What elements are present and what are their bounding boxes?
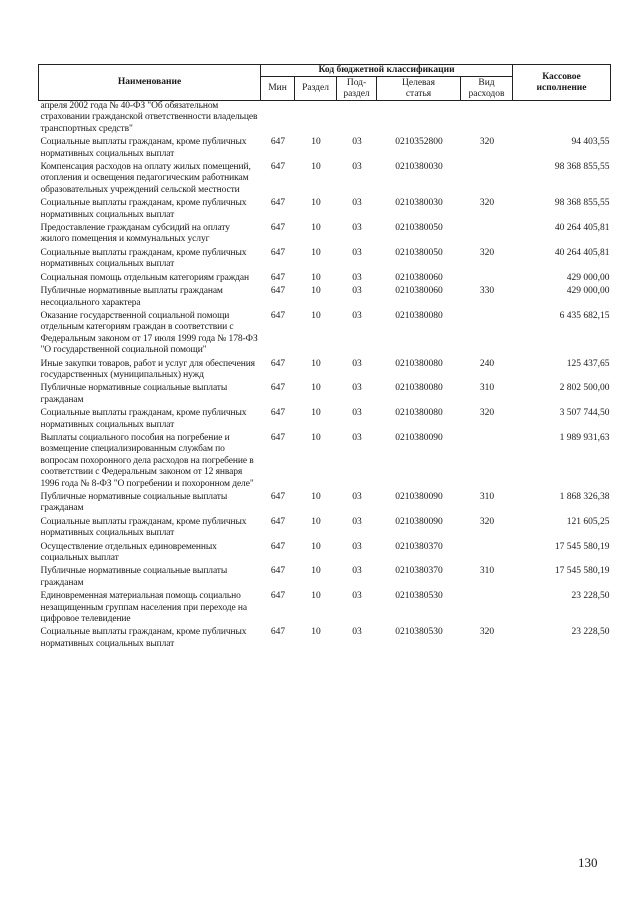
cell-ministry: 647: [270, 591, 286, 602]
budget-table: [38, 64, 611, 652]
cell-ministry: 647: [270, 516, 286, 527]
cell-section: 10: [311, 383, 321, 394]
cell-subsection: 03: [352, 383, 362, 394]
cell-section: 10: [311, 137, 321, 148]
cell-amount: 40 264 405,81: [554, 247, 610, 258]
cell-name: апреля 2002 года № 40-ФЗ "Об обязательном страховании гражданской ответственности владельцев транспортных средств": [40, 101, 258, 134]
cell-name: Предоставление гражданам субсидий на оплату жилого помещения и коммунальных услуг: [40, 223, 230, 245]
cell-expense-type: 320: [479, 516, 495, 527]
cell-ministry: 647: [270, 541, 286, 552]
cell-name: Социальные выплаты гражданам, кроме публичных нормативных социальных выплат: [40, 137, 247, 159]
cell-section: 10: [311, 198, 321, 209]
cell-name: Единовременная материальная помощь социально незащищенным группам населения при переходе на цифровое телевидение: [40, 591, 247, 625]
cell-target-article: 0210380370: [395, 541, 443, 552]
header-execution: Кассовое исполнение: [513, 65, 611, 101]
cell-subsection: 03: [352, 432, 362, 443]
table-header: [39, 65, 611, 101]
cell-name: Компенсация расходов на оплату жилых помещений, отопления и освещения педагогическим работникам образовательных учреждений сельской местности: [40, 162, 251, 195]
table-row: [39, 433, 611, 492]
table-row: [39, 286, 611, 311]
cell-amount: 17 545 580,19: [554, 566, 610, 577]
cell-subsection: 03: [352, 286, 362, 297]
page-number: 130: [578, 855, 598, 870]
table-row: [39, 492, 611, 517]
cell-target-article: 0210380090: [395, 516, 443, 527]
table-row: [39, 162, 611, 198]
cell-section: 10: [311, 566, 321, 577]
cell-expense-type: [461, 223, 513, 248]
cell-name: Социальная помощь отдельным категориям граждан: [40, 272, 250, 283]
cell-target-article: 0210380030: [395, 162, 443, 173]
cell-subsection: [337, 101, 377, 138]
cell-amount: 429 000,00: [566, 286, 610, 297]
cell-target-article: 0210380050: [395, 223, 443, 234]
cell-target-article: 0210380530: [395, 591, 443, 602]
table-row: [39, 408, 611, 433]
cell-name: Публичные нормативные социальные выплаты гражданам: [40, 566, 228, 588]
table-row: [39, 273, 611, 286]
cell-name: Осуществление отдельных единовременных социальных выплат: [40, 541, 217, 564]
cell-ministry: 647: [270, 286, 286, 297]
table-row: [39, 359, 611, 384]
cell-section: 10: [311, 247, 321, 258]
header-expense-type: Вид расходов: [461, 77, 513, 101]
cell-ministry: 647: [270, 408, 286, 419]
cell-target-article: 0210380030: [395, 198, 443, 209]
cell-expense-type: 320: [479, 627, 495, 638]
cell-name: Оказание государственной социальной помощи отдельным категориям граждан в соответствии с Федеральным законом от 17 июля 1999 года № 178-ФЗ "О государственной социальной помощи": [40, 310, 258, 356]
header-name: Наименование: [39, 65, 261, 101]
cell-expense-type: [461, 311, 513, 359]
cell-subsection: 03: [352, 198, 362, 209]
cell-amount: 94 403,55: [571, 137, 610, 148]
cell-name: Социальные выплаты гражданам, кроме публичных нормативных социальных выплат: [40, 627, 247, 649]
cell-ministry: 647: [270, 492, 286, 502]
cell-expense-type: 310: [479, 566, 495, 577]
cell-ministry: [261, 101, 295, 138]
cell-expense-type: [461, 433, 513, 492]
header-section: Раздел: [295, 77, 337, 101]
cell-amount: 121 605,25: [566, 516, 610, 527]
cell-expense-type: 320: [479, 408, 495, 419]
cell-expense-type: 320: [479, 198, 495, 209]
cell-section: 10: [311, 432, 321, 443]
cell-target-article: 0210380080: [395, 358, 443, 369]
cell-target-article: 0210380060: [395, 286, 443, 297]
cell-amount: 429 000,00: [566, 272, 610, 283]
cell-subsection: 03: [352, 516, 362, 527]
cell-subsection: 03: [352, 566, 362, 577]
cell-section: 10: [311, 310, 321, 321]
cell-amount: 17 545 580,19: [554, 541, 610, 552]
cell-section: 10: [311, 162, 321, 173]
cell-target-article: 0210380080: [395, 310, 443, 321]
cell-section: [295, 101, 337, 138]
table-row: [39, 248, 611, 273]
cell-section: 10: [311, 223, 321, 234]
table-row: [39, 101, 611, 138]
cell-subsection: 03: [352, 162, 362, 173]
cell-expense-type: 320: [479, 137, 495, 148]
cell-ministry: 647: [270, 310, 286, 321]
cell-expense-type: 310: [479, 383, 495, 394]
cell-expense-type: [461, 273, 513, 286]
header-ministry: Мин: [261, 77, 295, 101]
table-row: [39, 591, 611, 627]
cell-ministry: 647: [270, 627, 286, 638]
cell-subsection: 03: [352, 492, 362, 502]
cell-section: 10: [311, 492, 321, 502]
cell-subsection: 03: [352, 247, 362, 258]
cell-subsection: 03: [352, 627, 362, 638]
cell-amount: 98 368 855,55: [554, 162, 610, 173]
cell-ministry: 647: [270, 383, 286, 394]
cell-expense-type: 320: [479, 247, 495, 258]
cell-name: Публичные нормативные социальные выплаты гражданам: [40, 492, 228, 514]
table-row: [39, 627, 611, 652]
cell-name: Социальные выплаты гражданам, кроме публичных нормативных социальных выплат: [40, 408, 247, 430]
cell-ministry: 647: [270, 223, 286, 234]
cell-amount: 23 228,50: [571, 591, 610, 602]
cell-amount: 23 228,50: [571, 627, 610, 638]
header-budget-code: Код бюджетной классификации: [261, 65, 513, 77]
cell-subsection: 03: [352, 310, 362, 321]
cell-subsection: 03: [352, 408, 362, 419]
table-row: [39, 223, 611, 248]
cell-target-article: 0210380080: [395, 383, 443, 394]
table-row: [39, 542, 611, 567]
cell-section: 10: [311, 516, 321, 527]
cell-section: 10: [311, 627, 321, 638]
cell-amount: 2 802 500,00: [559, 383, 610, 394]
cell-target-article: 0210380050: [395, 247, 443, 258]
cell-section: 10: [311, 541, 321, 552]
table-row: [39, 383, 611, 408]
cell-amount: 98 368 855,55: [554, 198, 610, 209]
cell-amount: 1 868 326,38: [559, 492, 610, 502]
cell-subsection: 03: [352, 358, 362, 369]
cell-expense-type: 330: [479, 286, 495, 297]
cell-target-article: [377, 101, 461, 138]
cell-expense-type: [461, 591, 513, 627]
table-row: [39, 198, 611, 223]
cell-name: Иные закупки товаров, работ и услуг для обеспечения государственных (муниципальных) нужд: [40, 358, 255, 380]
cell-target-article: 0210380080: [395, 408, 443, 419]
cell-name: Социальные выплаты гражданам, кроме публичных нормативных социальных выплат: [40, 198, 247, 220]
cell-expense-type: [461, 542, 513, 567]
table-body: [39, 101, 611, 653]
cell-ministry: 647: [270, 162, 286, 173]
cell-ministry: 647: [270, 432, 286, 443]
header-subsection: Под- раздел: [337, 77, 377, 101]
cell-section: 10: [311, 358, 321, 369]
cell-expense-type: 240: [479, 358, 495, 369]
cell-amount: 125 437,65: [566, 358, 610, 369]
cell-target-article: 0210380530: [395, 627, 443, 638]
cell-name: Выплаты социального пособия на погребение и возмещение специализированным службам по вопросам похоронного дела расходов на погребение в соответствии с Федеральным законом от 12 января 1996 года № 8-ФЗ "О погребении и похоронном деле": [40, 432, 254, 489]
cell-ministry: 647: [270, 137, 286, 148]
cell-subsection: 03: [352, 272, 362, 283]
cell-name: Социальные выплаты гражданам, кроме публичных нормативных социальных выплат: [40, 247, 247, 270]
cell-expense-type: [461, 162, 513, 198]
cell-ministry: 647: [270, 272, 286, 283]
cell-name: Публичные нормативные социальные выплаты гражданам: [40, 383, 228, 405]
cell-amount: 1 989 931,63: [559, 432, 610, 443]
cell-subsection: 03: [352, 223, 362, 234]
cell-expense-type: 310: [479, 492, 495, 502]
table-row: [39, 517, 611, 542]
cell-amount: 3 507 744,50: [559, 408, 610, 419]
cell-target-article: 0210380060: [395, 272, 443, 283]
cell-section: 10: [311, 408, 321, 419]
cell-subsection: 03: [352, 137, 362, 148]
table-row: [39, 311, 611, 359]
cell-amount: 40 264 405,81: [554, 223, 610, 234]
cell-ministry: 647: [270, 566, 286, 577]
cell-target-article: 0210352800: [395, 137, 443, 148]
cell-expense-type: [461, 101, 513, 138]
cell-amount: [513, 101, 611, 138]
table-row: [39, 566, 611, 591]
cell-section: 10: [311, 272, 321, 283]
cell-section: 10: [311, 591, 321, 602]
header-target-article: Целевая статья: [377, 77, 461, 101]
cell-ministry: 647: [270, 358, 286, 369]
table-row: [39, 137, 611, 162]
cell-section: 10: [311, 286, 321, 297]
cell-ministry: 647: [270, 198, 286, 209]
cell-subsection: 03: [352, 541, 362, 552]
cell-amount: 6 435 682,15: [559, 310, 610, 321]
cell-name: Социальные выплаты гражданам, кроме публичных нормативных социальных выплат: [40, 516, 247, 539]
cell-ministry: 647: [270, 247, 286, 258]
cell-target-article: 0210380370: [395, 566, 443, 577]
cell-target-article: 0210380090: [395, 432, 443, 443]
cell-subsection: 03: [352, 591, 362, 602]
cell-target-article: 0210380090: [395, 492, 443, 502]
cell-name: Публичные нормативные выплаты гражданам несоциального характера: [40, 286, 223, 308]
